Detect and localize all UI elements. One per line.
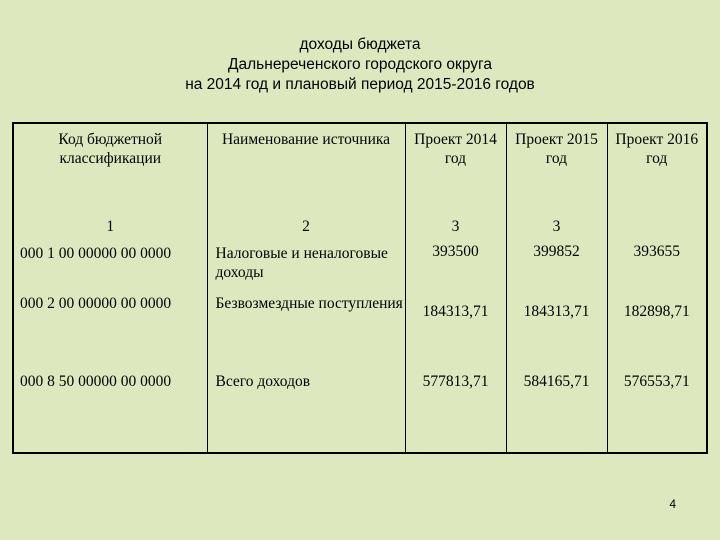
value-2016-cell: 182898,71 (607, 290, 707, 362)
value-2014-cell: 184313,71 (405, 290, 506, 362)
page-number: 4 (669, 497, 676, 511)
source-name-cell: Всего доходов (207, 362, 405, 453)
header-project-2015: Проект 2015 год (506, 123, 607, 214)
title-line-1: доходы бюджета (299, 36, 421, 53)
column-number: 1 (106, 218, 115, 235)
value-2016-cell: 576553,71 (607, 362, 707, 453)
value-2015-cell: 584165,71 (506, 362, 607, 453)
column-number (607, 214, 707, 240)
table-row-total-income (13, 362, 707, 453)
title-line-2: Дальнереченского городского округа (228, 56, 492, 73)
budget-code-cell: 000 2 00 00000 00 0000 (20, 295, 172, 312)
value-2014-cell: 393500 (405, 240, 506, 290)
value-2016-cell: 393655 (607, 240, 707, 290)
table-header-row (13, 123, 707, 214)
value-2014-cell: 577813,71 (405, 362, 506, 453)
header-project-2016: Проект 2016 год (607, 123, 707, 214)
header-project-2014: Проект 2014 год (405, 123, 506, 214)
column-number: 3 (506, 214, 607, 240)
budget-code-cell: 000 8 50 00000 00 0000 (20, 373, 172, 390)
budget-code-cell: 000 1 00 00000 00 0000 (20, 245, 172, 262)
document-title (0, 35, 720, 95)
source-name-cell: Безвозмездные поступления (207, 290, 405, 362)
header-source-name: Наименование источника (207, 123, 405, 214)
budget-income-table (12, 122, 708, 454)
column-number-row (13, 214, 707, 240)
column-number: 2 (207, 214, 405, 240)
title-line-3: на 2014 год и плановый период 2015-2016 годов (185, 76, 535, 93)
table-row-tax-income (13, 240, 707, 290)
table-row-gratuitous-receipts (13, 290, 707, 362)
source-name-cell: Налоговые и неналоговые доходы (207, 240, 405, 290)
column-number: 3 (405, 214, 506, 240)
value-2015-cell: 184313,71 (506, 290, 607, 362)
value-2015-cell: 399852 (506, 240, 607, 290)
header-budget-code: Код бюджетной классификации (58, 131, 163, 167)
